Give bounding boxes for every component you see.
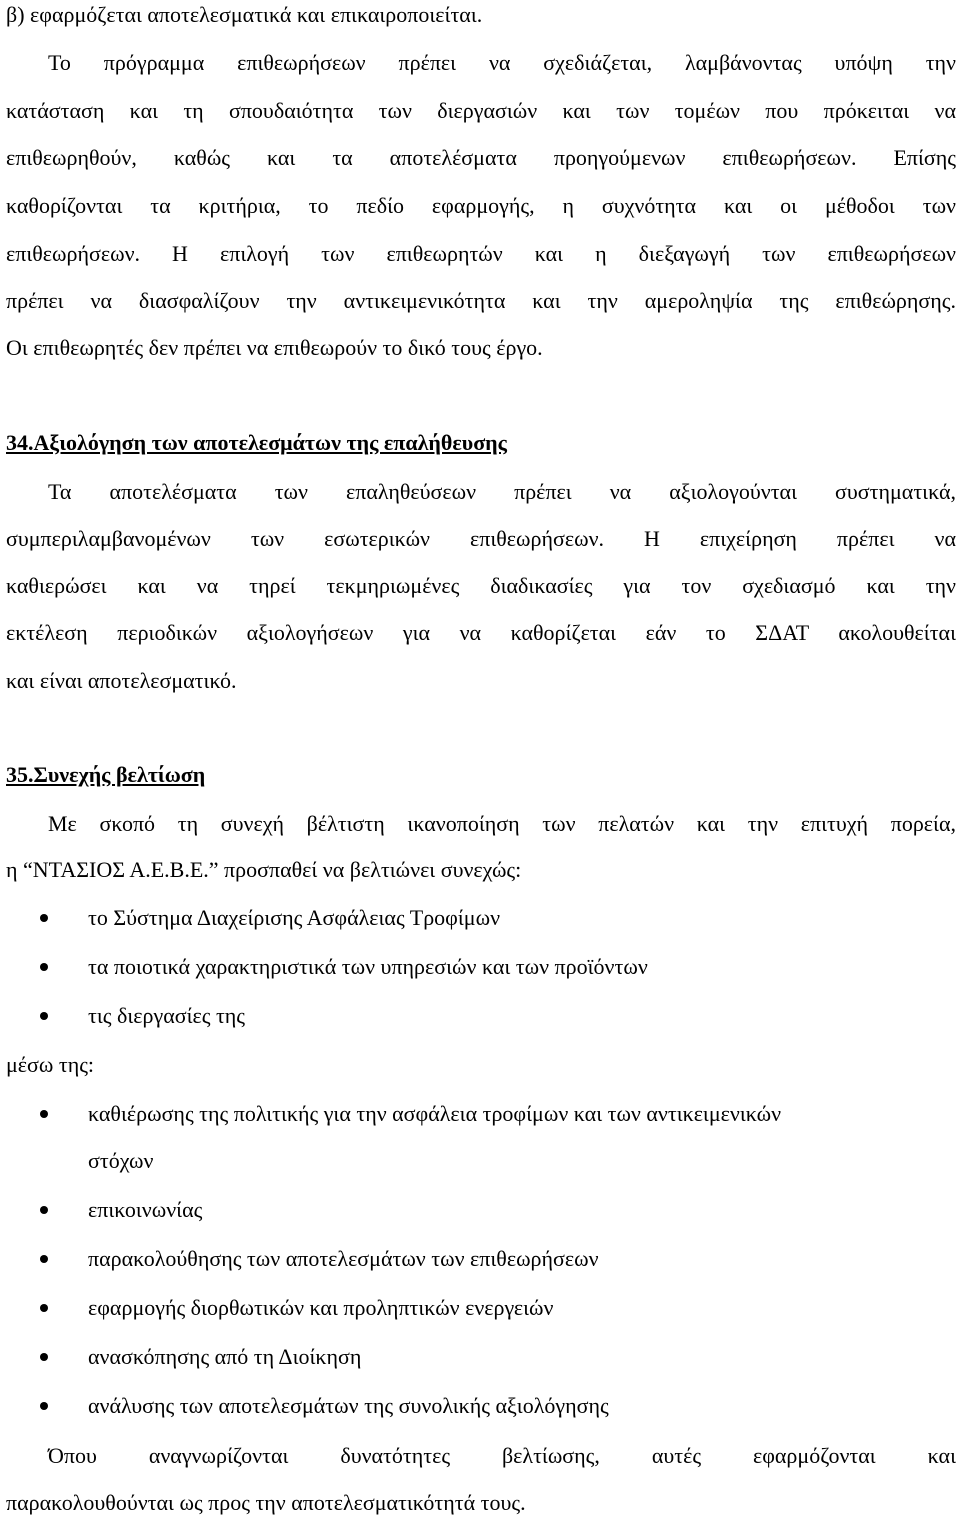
paragraph-line: Όπου αναγνωρίζονται δυνατότητες βελτίωσης, αυτές εφαρμόζονται και (48, 1443, 956, 1468)
paragraph-line: πρέπει να διασφαλίζουν την αντικειμενικότητα και την αμεροληψία της επιθεώρησης. (6, 288, 956, 313)
paragraph-line: συμπεριλαμβανομένων των εσωτερικών επιθεωρήσεων. Η επιχείρηση πρέπει να (6, 526, 956, 551)
bullet-dot (40, 963, 48, 971)
bullet-dot (40, 1402, 48, 1410)
bullet-dot (40, 1255, 48, 1263)
bullet-dot (40, 1012, 48, 1020)
list-item: παρακολούθησης των αποτελεσμάτων των επιθεωρήσεων (88, 1246, 599, 1271)
paragraph-line: Με σκοπό τη συνεχή βέλτιστη ικανοποίηση των πελατών και την επιτυχή πορεία, (48, 811, 956, 836)
paragraph-line: κατάσταση και τη σπουδαιότητα των διεργασιών και των τομέων που πρόκειται να (6, 98, 956, 123)
list-item: τα ποιοτικά χαρακτηριστικά των υπηρεσιών και των προϊόντων (88, 954, 648, 979)
paragraph-line: εκτέλεση περιοδικών αξιολογήσεων για να καθορίζεται εάν το ΣΔΑΤ ακολουθείται (6, 620, 956, 645)
list-item: ανασκόπησης από τη Διοίκηση (88, 1344, 362, 1369)
bullet-dot (40, 1206, 48, 1214)
paragraph-line: καθορίζονται τα κριτήρια, το πεδίο εφαρμογής, η συχνότητα και οι μέθοδοι των (6, 193, 956, 218)
paragraph-line: Τα αποτελέσματα των επαληθεύσεων πρέπει να αξιολογούνται συστηματικά, (48, 479, 956, 504)
bullet-dot (40, 1304, 48, 1312)
list-item: καθιέρωσης της πολιτικής για την ασφάλεια τροφίμων και των αντικειμενικών (88, 1101, 782, 1126)
paragraph-line: Το πρόγραμμα επιθεωρήσεων πρέπει να σχεδιάζεται, λαμβάνοντας υπόψη την (48, 50, 956, 75)
list-item-continuation: στόχων (88, 1148, 154, 1173)
section-heading-35: 35.Συνεχής βελτίωση (6, 762, 206, 787)
paragraph-line: επιθεωρήσεων. Η επιλογή των επιθεωρητών και η διεξαγωγή των επιθεωρήσεων (6, 241, 956, 266)
paragraph-line: β) εφαρμόζεται αποτελεσματικά και επικαιροποιείται. (6, 2, 483, 27)
section-heading-34: 34.Αξιολόγηση των αποτελεσμάτων της επαλήθευσης (6, 430, 507, 455)
bullet-dot (40, 914, 48, 922)
paragraph-line: επιθεωρηθούν, καθώς και τα αποτελέσματα προηγούμενων επιθεωρήσεων. Επίσης (6, 145, 956, 170)
list-item: το Σύστημα Διαχείρισης Ασφάλειας Τροφίμων (88, 905, 501, 930)
paragraph-line: Οι επιθεωρητές δεν πρέπει να επιθεωρούν το δικό τους έργο. (6, 335, 543, 360)
paragraph-line: και είναι αποτελεσματικό. (6, 668, 237, 693)
list-item: τις διεργασίες της (88, 1003, 246, 1028)
list-item: επικοινωνίας (88, 1197, 203, 1222)
paragraph-line: η “ΝΤΑΣΙΟΣ Α.Ε.Β.Ε.” προσπαθεί να βελτιώνει συνεχώς: (6, 857, 522, 882)
bullet-dot (40, 1110, 48, 1118)
bullet-dot (40, 1353, 48, 1361)
list-item: ανάλυσης των αποτελεσμάτων της συνολικής αξιολόγησης (88, 1393, 609, 1418)
list-item: εφαρμογής διορθωτικών και προληπτικών ενεργειών (88, 1295, 554, 1320)
via-label: μέσω της: (6, 1052, 95, 1077)
paragraph-line: καθιερώσει και να τηρεί τεκμηριωμένες διαδικασίες για τον σχεδιασμό και την (6, 573, 956, 598)
paragraph-line: παρακολουθούνται ως προς την αποτελεσματικότητά τους. (6, 1490, 526, 1515)
